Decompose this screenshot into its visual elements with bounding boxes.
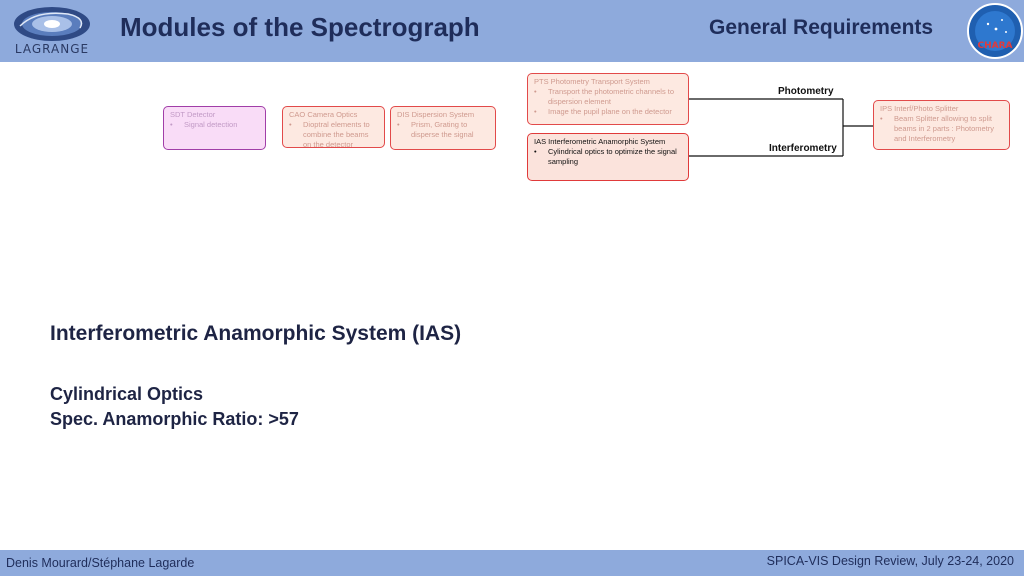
dis-dispersion-box: DIS Dispersion System • Prism, Grating to disperse the signal	[390, 106, 496, 150]
pts-photometry-box: PTS Photometry Transport System • Transport the photometric channels to dispersion element • Image the pupil plane on the detector	[527, 73, 689, 125]
ias-anamorphic-box: IAS Interferometric Anamorphic System • Cylindrical optics to optimize the signal sampling	[527, 133, 689, 181]
interferometry-label: Interferometry	[769, 143, 837, 154]
diagram-connectors	[0, 0, 1024, 200]
chara-logo-text: CHARA	[977, 41, 1013, 51]
footer-bar	[0, 550, 1024, 576]
ips-splitter-box: IPS Interf/Photo Splitter • Beam Splitter allowing to split beams in 2 parts : Photometry and Interferometry	[873, 100, 1010, 150]
sdt-title: SDT Detector	[170, 110, 216, 119]
ias-title: IAS Interferometric Anamorphic System	[534, 137, 666, 146]
cao-camera-optics-box: CAO Camera Optics • Dioptral elements to combine the beams on the detector	[282, 106, 385, 148]
cao-title: CAO Camera Optics	[289, 110, 358, 119]
ips-bullet: Beam Splitter allowing to split beams in 2 parts : Photometry and Interferometry	[894, 114, 995, 143]
dis-bullet: Prism, Grating to disperse the signal	[411, 120, 474, 139]
pts-bullet-2: Image the pupil plane on the detector	[548, 107, 672, 116]
content-line-optics: Cylindrical Optics	[50, 384, 204, 404]
section-title: General Requirements	[709, 16, 934, 39]
lagrange-logo-text: LAGRANGE	[14, 42, 90, 56]
content-heading: Interferometric Anamorphic System (IAS)	[50, 322, 462, 345]
dis-title: DIS Dispersion System	[397, 110, 475, 119]
ias-bullet: Cylindrical optics to optimize the signal sampling	[548, 147, 677, 166]
footer-authors: Denis Mourard/Stéphane Lagarde	[6, 556, 195, 570]
ips-title: IPS Interf/Photo Splitter	[880, 104, 959, 113]
footer-event: SPICA-VIS Design Review, July 23-24, 2020	[766, 554, 1014, 568]
content-line-ratio: Spec. Anamorphic Ratio: >57	[50, 409, 299, 429]
pts-bullet-1: Transport the photometric channels to dispersion element	[548, 87, 675, 106]
sdt-detector-box: SDT Detector • Signal detection	[163, 106, 266, 150]
cao-bullet: Dioptral elements to combine the beams on the detector	[303, 120, 370, 149]
photometry-label: Photometry	[778, 86, 834, 97]
pts-title: PTS Photometry Transport System	[534, 77, 650, 86]
page-title: Modules of the Spectrograph	[120, 12, 480, 42]
sdt-bullet: Signal detection	[184, 120, 238, 129]
